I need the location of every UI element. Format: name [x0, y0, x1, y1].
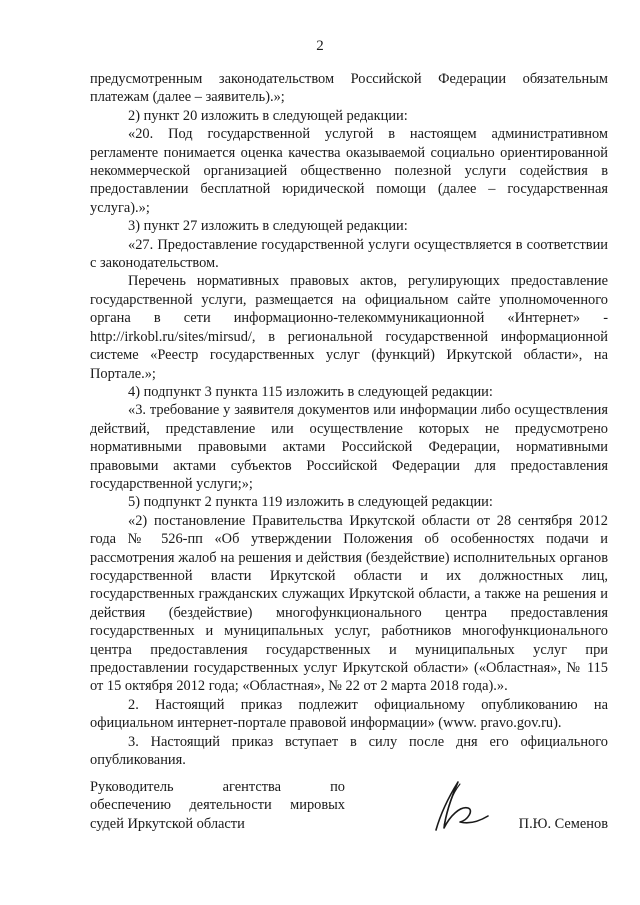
signer-position: [90, 778, 345, 833]
paragraph-12: 3. Настоящий приказ вступает в силу после дня его официального опубликования.: [90, 733, 608, 769]
signer-position-line-2: обеспечению деятельности мировых: [90, 797, 345, 814]
signer-position-line-1: Руководитель агентства по: [90, 779, 345, 795]
paragraph-10: «2) постановление Правительства Иркутской области от 28 сентября 2012 года № 526-пп «Об утверждении Положения об особенностях подачи и рассмотрения жалоб на решения и действия (бездействие) исполнительных органов государственной власти Иркутской области и их должностных лиц, государственных гражданских служащих Иркутской области, а также на решения и действия (бездействие) многофункционального центра предоставления государственных и муниципальных услуг, работников многофункционального центра предоставления государственных и муниципальных услуг при предоставлении государственных услуг Иркутской области» («Областная», № 115 от 15 октября 2012 года; «Областная», № 22 от 2 марта 2018 года).».: [90, 512, 608, 695]
handwritten-signature-icon: [422, 776, 492, 836]
paragraph-3: «20. Под государственной услугой в настоящем административном регламенте понимается оценка качества оказываемой социально ориентированной некоммерческой организацией общественно полезной услуги содействия в предоставлении бесплатной юридической помощи (далее – государственная услуга).»;: [90, 126, 608, 216]
paragraph-4: 3) пункт 27 изложить в следующей редакции:: [128, 218, 408, 235]
paragraph-11: 2. Настоящий приказ подлежит официальному опубликованию на официальном интернет-портале правовой информации» (www. pravo.gov.ru).: [90, 696, 608, 732]
paragraph-8: «3. требование у заявителя документов или информации либо осуществления действий, представление или осуществление которых не предусмотрено нормативными правовыми актами Российской Федерации, нормативными правовыми актами субъектов Российской Федерации для предоставления государственной услуги;»;: [90, 402, 608, 492]
paragraph-1: предусмотренным законодательством Российской Федерации обязательным платежам (далее – заявитель).»;: [90, 71, 608, 106]
paragraph-5: «27. Предоставление государственной услуги осуществляется в соответствии с законодательством.: [90, 236, 608, 272]
paragraph-6: Перечень нормативных правовых актов, регулирующих предоставление государственной услуги, размещается на официальном сайте уполномоченного органа в сети информационно-телекоммуникационной «Интернет» - http://irkobl.ru/sites/mirsud/, в региональной государственной информационной системе «Реестр государственных услуг (функций) Иркутской области», на Портале.»;: [90, 273, 608, 382]
paragraph-7: 4) подпункт 3 пункта 115 изложить в следующей редакции:: [128, 383, 493, 400]
signer-name: П.Ю. Семенов: [518, 815, 608, 832]
signature-block: [90, 778, 608, 838]
paragraph-2: 2) пункт 20 изложить в следующей редакции:: [128, 107, 408, 124]
page-number: 2: [316, 38, 324, 54]
document-body: [90, 70, 608, 769]
paragraph-9: 5) подпункт 2 пункта 119 изложить в следующей редакции:: [128, 494, 493, 511]
signer-position-line-3: судей Иркутской области: [90, 815, 245, 832]
